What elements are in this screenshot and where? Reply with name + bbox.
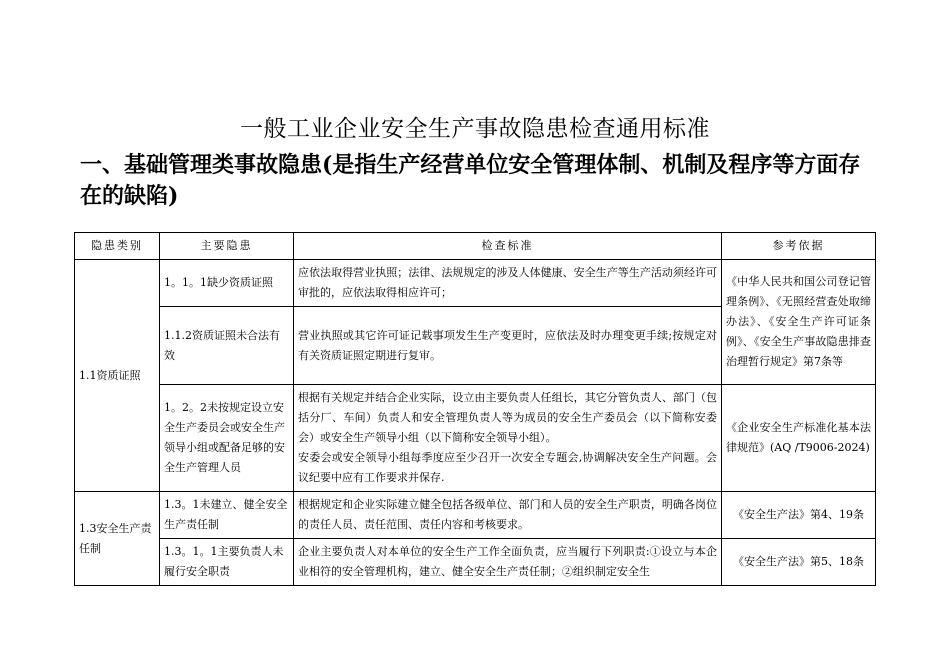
- header-category: 隐患类别: [75, 233, 160, 260]
- table-row: [75, 385, 876, 492]
- document-title: 一般工业企业安全生产事故隐患检查通用标准: [240, 116, 710, 142]
- standard-cell: 应依法取得营业执照；法律、法规规定的涉及人体健康、安全生产等生产活动须经许可审批的，应依法取得相应许可；: [294, 260, 722, 307]
- table-row: [75, 260, 876, 307]
- header-reference: 参考依据: [722, 233, 876, 260]
- reference-cell: 《中华人民共和国公司登记管理条例》、《无照经营查处取缔办法》、《安全生产许可证条例》、《安全生产事故隐患排查治理暂行规定》第7条等: [722, 260, 876, 385]
- section-heading: 一、基础管理类事故隐患(是指生产经营单位安全管理体制、机制及程序等方面存在的缺陷): [80, 152, 861, 209]
- hazard-cell: 1.3。1未建立、健全安全生产责任制: [160, 492, 294, 539]
- header-standard: 检查标准: [294, 233, 722, 260]
- hazard-cell: 1.1.2资质证照未合法有效: [160, 307, 294, 385]
- standard-cell: 根据规定和企业实际建立健全包括各级单位、部门和人员的安全生产职责，明确各岗位的责任人员、责任范围、责任内容和考核要求。: [294, 492, 722, 539]
- reference-cell: 《安全生产法》第5、18条: [722, 539, 876, 586]
- standard-cell: 根据有关规定并结合企业实际，设立由主要负责人任组长，其它分管负责人、部门（包括分厂、车间）负责人和安全管理负责人等为成员的安全生产委员会（以下简称安委会）或安全生产领导小组（以下简称安全领导小组）。 安委会或安全领导小组每季度应至少召开一次安全专题会,协调解决安全生产问题。会议纪要中应有工作要求并保存.: [294, 385, 722, 492]
- reference-cell: 《安全生产法》第4、19条: [722, 492, 876, 539]
- reference-cell: 《企业安全生产标准化基本法律规范》(AQ /T9006-2024): [722, 385, 876, 492]
- header-hazard: 主要隐患: [160, 233, 294, 260]
- hazard-cell: 1。2。2未按规定设立安全生产委员会或安全生产领导小组或配备足够的安全生产管理人员: [160, 385, 294, 492]
- hazard-table: [74, 232, 876, 586]
- standard-cell: 营业执照或其它许可证记载事项发生生产变更时，应依法及时办理变更手续;按规定对有关资质证照定期进行复审。: [294, 307, 722, 385]
- hazard-cell: 1.3。1。1主要负责人未履行安全职责: [160, 539, 294, 586]
- hazard-cell: 1。1。1缺少资质证照: [160, 260, 294, 307]
- category-cell: 1.3安全生产责任制: [75, 492, 160, 586]
- table-row: [75, 539, 876, 586]
- table-row: [75, 492, 876, 539]
- standard-cell: 企业主要负责人对本单位的安全生产工作全面负责，应当履行下列职责:①设立与本企业相符的安全管理机构，建立、健全安全生产责任制；②组织制定安全生: [294, 539, 722, 586]
- table-header-row: [75, 233, 876, 260]
- category-cell: 1.1资质证照: [75, 260, 160, 492]
